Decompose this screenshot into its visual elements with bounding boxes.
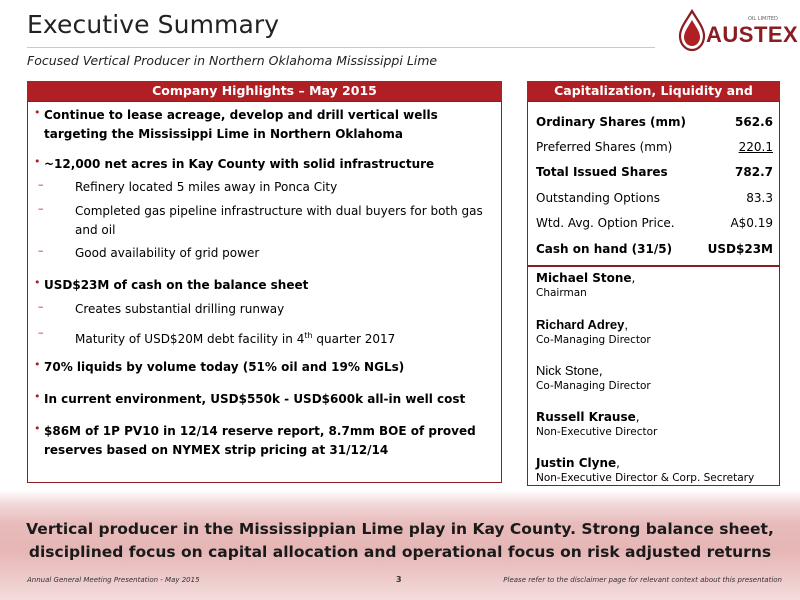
highlight-item: • ~12,000 net acres in Kay County with solid infrastructure (34, 155, 435, 171)
highlight-item: • Continue to lease acreage, develop and drill vertical wells targeting the Mississippi Lime in Northern Oklahoma (34, 106, 438, 141)
director-entry: Michael Stone, Chairman (536, 271, 636, 299)
highlight-item: • $86M of 1P PV10 in 12/14 reserve report, 8.7mm BOE of proved reserves based on NYMEX strip pricing at 31/12/14 (34, 422, 476, 457)
director-entry: Nick Stone, Co-Managing Director (536, 363, 651, 392)
logo-small-text: OIL LIMITED (748, 16, 778, 22)
page-number: 3 (396, 575, 402, 584)
capitalization-table (527, 101, 780, 266)
title-divider (27, 47, 655, 48)
page-title: Executive Summary (27, 10, 280, 39)
directors-panel (527, 266, 780, 486)
dash-icon: – (38, 244, 44, 257)
dash-icon: – (38, 326, 44, 339)
dash-icon: – (38, 300, 44, 313)
capitalization-heading: Capitalization, Liquidity and (527, 81, 780, 101)
bullet-icon: • (34, 155, 41, 168)
bullet-icon: • (34, 358, 41, 371)
highlight-item: • 70% liquids by volume today (51% oil and 19% NGLs) (34, 358, 405, 374)
bullet-icon: • (34, 422, 41, 435)
footer-disclaimer: Please refer to the disclaimer page for relevant context about this presentation (503, 576, 782, 584)
highlight-subitem: – Completed gas pipeline infrastructure with dual buyers for both gas and oil (38, 202, 483, 237)
footer-presentation-name: Annual General Meeting Presentation - May 2015 (27, 576, 200, 584)
highlight-subitem: – Good availability of grid power (38, 244, 260, 260)
director-entry: Justin Clyne, Non-Executive Director & Corp. Secretary (536, 456, 755, 484)
highlights-panel (27, 101, 502, 483)
highlights-heading: Company Highlights – May 2015 (27, 81, 502, 101)
bullet-icon: • (34, 390, 41, 403)
director-entry: Richard Adrey, Co-Managing Director (536, 317, 651, 346)
highlight-item: • USD$23M of cash on the balance sheet (34, 276, 309, 292)
highlight-subitem: – Maturity of USD$20M debt facility in 4th quarter 2017 (38, 326, 396, 346)
highlight-subitem: – Refinery located 5 miles away in Ponca City (38, 178, 338, 194)
page-subtitle: Focused Vertical Producer in Northern Oklahoma Mississippi Lime (27, 53, 438, 68)
dash-icon: – (38, 202, 44, 215)
director-entry: Russell Krause, Non-Executive Director (536, 410, 658, 438)
logo-text: AUSTEX (706, 22, 799, 47)
cap-row: Preferred Shares (mm) 220.1 (536, 140, 773, 154)
cap-row: Cash on hand (31/5) USD$23M (536, 242, 773, 256)
cap-row: Ordinary Shares (mm) 562.6 (536, 115, 773, 129)
cap-row: Total Issued Shares 782.7 (536, 165, 773, 179)
cap-row: Wtd. Avg. Option Price. A$0.19 (536, 216, 773, 230)
cap-row: Outstanding Options 83.3 (536, 191, 773, 205)
bullet-icon: • (34, 106, 41, 119)
bullet-icon: • (34, 276, 41, 289)
summary-banner-text: Vertical producer in the Mississippian Lime play in Kay County. Strong balance sheet, disciplined focus on capital allocation and operational focus on risk adjusted returns (26, 520, 774, 561)
austex-logo (672, 8, 799, 54)
highlight-subitem: – Creates substantial drilling runway (38, 300, 285, 316)
dash-icon: – (38, 178, 44, 191)
highlight-item: • In current environment, USD$550k - USD$600k all-in well cost (34, 390, 466, 406)
